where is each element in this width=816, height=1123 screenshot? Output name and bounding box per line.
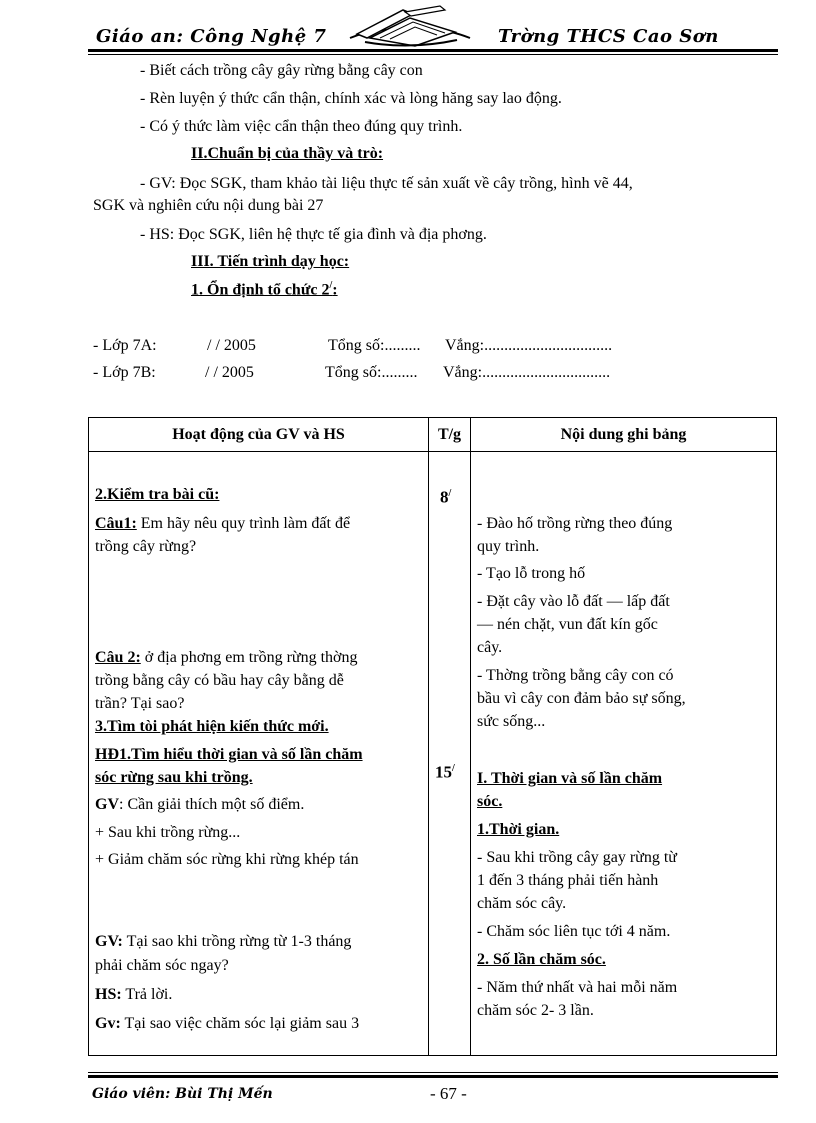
class-7a-total: Tổng số:......... bbox=[328, 337, 421, 354]
prep-hs: - HS: Đọc SGK, liên hệ thực tế gia đình và địa phơng. bbox=[140, 226, 487, 243]
prep-gv-line1: - GV: Đọc SGK, tham khảo tài liệu thực tế sản xuất về cây trồng, hình vẽ 44, bbox=[140, 175, 633, 192]
gv1-text: : Cần giải thích một số điểm. bbox=[119, 796, 305, 813]
process-sub bbox=[191, 280, 338, 299]
lesson-table bbox=[88, 417, 777, 1056]
content-r4b: bầu vì cây con đảm bảo sự sống, bbox=[477, 690, 686, 707]
header-subject: Giáo an: Công Nghệ 7 bbox=[96, 26, 327, 47]
process-sub-end: : bbox=[332, 281, 338, 299]
cau2-line2: trồng bằng cây có bầu hay cây bằng dễ bbox=[95, 672, 344, 689]
footer-teacher: Giáo viên: Bùi Thị Mến bbox=[92, 1086, 273, 1102]
table-row bbox=[89, 452, 777, 1056]
gv2-line1 bbox=[95, 930, 351, 953]
footer-rule-thick bbox=[88, 1075, 778, 1078]
activity-cell bbox=[89, 452, 429, 1056]
hd1-line2: sóc rừng sau khi trồng. bbox=[95, 769, 253, 786]
header-rule-thick bbox=[88, 49, 778, 52]
page-number: - 67 - bbox=[430, 1084, 467, 1103]
prep-heading: II.Chuẩn bị của thầy và trò: bbox=[191, 145, 384, 162]
book-logo-icon bbox=[345, 4, 475, 50]
class-7a-label: - Lớp 7A: bbox=[93, 337, 157, 354]
cau2-line1 bbox=[95, 646, 357, 669]
class-7a-absent: Vắng:................................ bbox=[445, 337, 613, 354]
content-r3b: — nén chặt, vun đất kín gốc bbox=[477, 616, 658, 633]
hs-line bbox=[95, 983, 172, 1006]
content-r3c: cây. bbox=[477, 639, 503, 656]
time-cell bbox=[429, 452, 471, 1056]
content-r5: - Sau khi trồng cây gay rừng từ bbox=[477, 849, 677, 866]
content-sub1: 1.Thời gian. bbox=[477, 821, 560, 838]
objective-3: - Có ý thức làm việc cẩn thận theo đúng quy trình. bbox=[140, 118, 463, 135]
content-sec1: I. Thời gian và số lần chăm bbox=[477, 770, 663, 787]
objective-1: - Biết cách trồng cây gây rừng bằng cây con bbox=[140, 62, 423, 79]
timtoi-heading: 3.Tìm tòi phát hiện kiến thức mới. bbox=[95, 718, 329, 735]
content-r1b: quy trình. bbox=[477, 538, 540, 555]
cau1-line1 bbox=[95, 512, 350, 535]
gv3-text: Tại sao việc chăm sóc lại giảm sau 3 bbox=[120, 1015, 360, 1032]
plus2-line: + Giảm chăm sóc rừng khi rừng khép tán bbox=[95, 851, 359, 868]
gv2-label: GV: bbox=[95, 933, 123, 950]
class-7b-label: - Lớp 7B: bbox=[93, 364, 156, 381]
content-sub2: 2. Số lần chăm sóc. bbox=[477, 951, 606, 968]
cau2-line3: trần? Tại sao? bbox=[95, 695, 185, 712]
class-7a-date: / / 2005 bbox=[207, 337, 256, 354]
content-r5b: 1 đến 3 tháng phải tiến hành bbox=[477, 872, 659, 889]
time-15-sup: / bbox=[452, 763, 455, 774]
gv2-text: Tại sao khi trồng rừng từ 1-3 tháng bbox=[122, 933, 352, 950]
content-r6: - Chăm sóc liên tục tới 4 năm. bbox=[477, 923, 671, 940]
content-r5c: chăm sóc cây. bbox=[477, 895, 567, 912]
content-r4c: sức sống... bbox=[477, 713, 546, 730]
gv2-line2: phải chăm sóc ngay? bbox=[95, 957, 229, 974]
gv1-line bbox=[95, 793, 304, 816]
footer-rule-thin bbox=[88, 1072, 778, 1073]
time-8-sup: / bbox=[448, 488, 452, 499]
hd1-line1: HĐ1.Tìm hiểu thời gian và số lần chăm bbox=[95, 746, 363, 763]
cau2-text: ở địa phơng em trồng rừng thờng bbox=[140, 649, 358, 666]
cau1-text: Em hãy nêu quy trình làm đất để bbox=[136, 515, 351, 532]
class-7b-absent: Vắng:................................ bbox=[443, 364, 611, 381]
plus1-line: + Sau khi trồng rừng... bbox=[95, 824, 241, 841]
time-8: 8/ bbox=[440, 487, 452, 507]
content-r7b: chăm sóc 2- 3 lần. bbox=[477, 1002, 594, 1019]
objective-2: - Rèn luyện ý thức cẩn thận, chính xác và lòng hăng say lao động. bbox=[140, 90, 562, 107]
prep-gv-line2: SGK và nghiên cứu nội dung bài 27 bbox=[93, 197, 324, 214]
kiemtra-heading: 2.Kiểm tra bài cũ: bbox=[95, 486, 220, 503]
hs-label: HS: bbox=[95, 986, 122, 1003]
content-sec1b: sóc. bbox=[477, 793, 503, 810]
gv3-label: Gv: bbox=[95, 1015, 121, 1032]
process-sub-sup: / bbox=[329, 280, 333, 291]
content-r1: - Đào hố trồng rừng theo đúng bbox=[477, 515, 673, 532]
class-7b-date: / / 2005 bbox=[205, 364, 254, 381]
content-r7: - Năm thứ nhất và hai mỗi năm bbox=[477, 979, 678, 996]
process-heading: III. Tiến trình dạy học: bbox=[191, 253, 350, 270]
time-15: 15/ bbox=[435, 762, 455, 782]
gv3-line bbox=[95, 1012, 359, 1035]
header-rule-thin bbox=[88, 54, 778, 55]
table-header-row bbox=[89, 418, 777, 452]
gv1-label: GV bbox=[95, 796, 119, 813]
header-school: Trờng THCS Cao Sơn bbox=[498, 26, 719, 47]
class-7b-total: Tổng số:......... bbox=[325, 364, 418, 381]
content-cell bbox=[471, 452, 777, 1056]
cau1-label: Câu1: bbox=[95, 515, 137, 532]
hs-text: Trả lời. bbox=[121, 986, 173, 1003]
table-header-content: Nội dung ghi bảng bbox=[471, 418, 777, 452]
table-header-time: T/g bbox=[429, 418, 471, 452]
process-sub-text: 1. Ổn định tổ chức 2 bbox=[191, 281, 330, 299]
content-r2: - Tạo lỗ trong hố bbox=[477, 565, 586, 582]
cau1-line2: trồng cây rừng? bbox=[95, 538, 197, 555]
cau2-label: Câu 2: bbox=[95, 649, 141, 666]
content-r3: - Đặt cây vào lỗ đất — lấp đất bbox=[477, 593, 670, 610]
content-r4: - Thờng trồng bằng cây con có bbox=[477, 667, 674, 684]
table-header-activity: Hoạt động của GV và HS bbox=[89, 418, 429, 452]
